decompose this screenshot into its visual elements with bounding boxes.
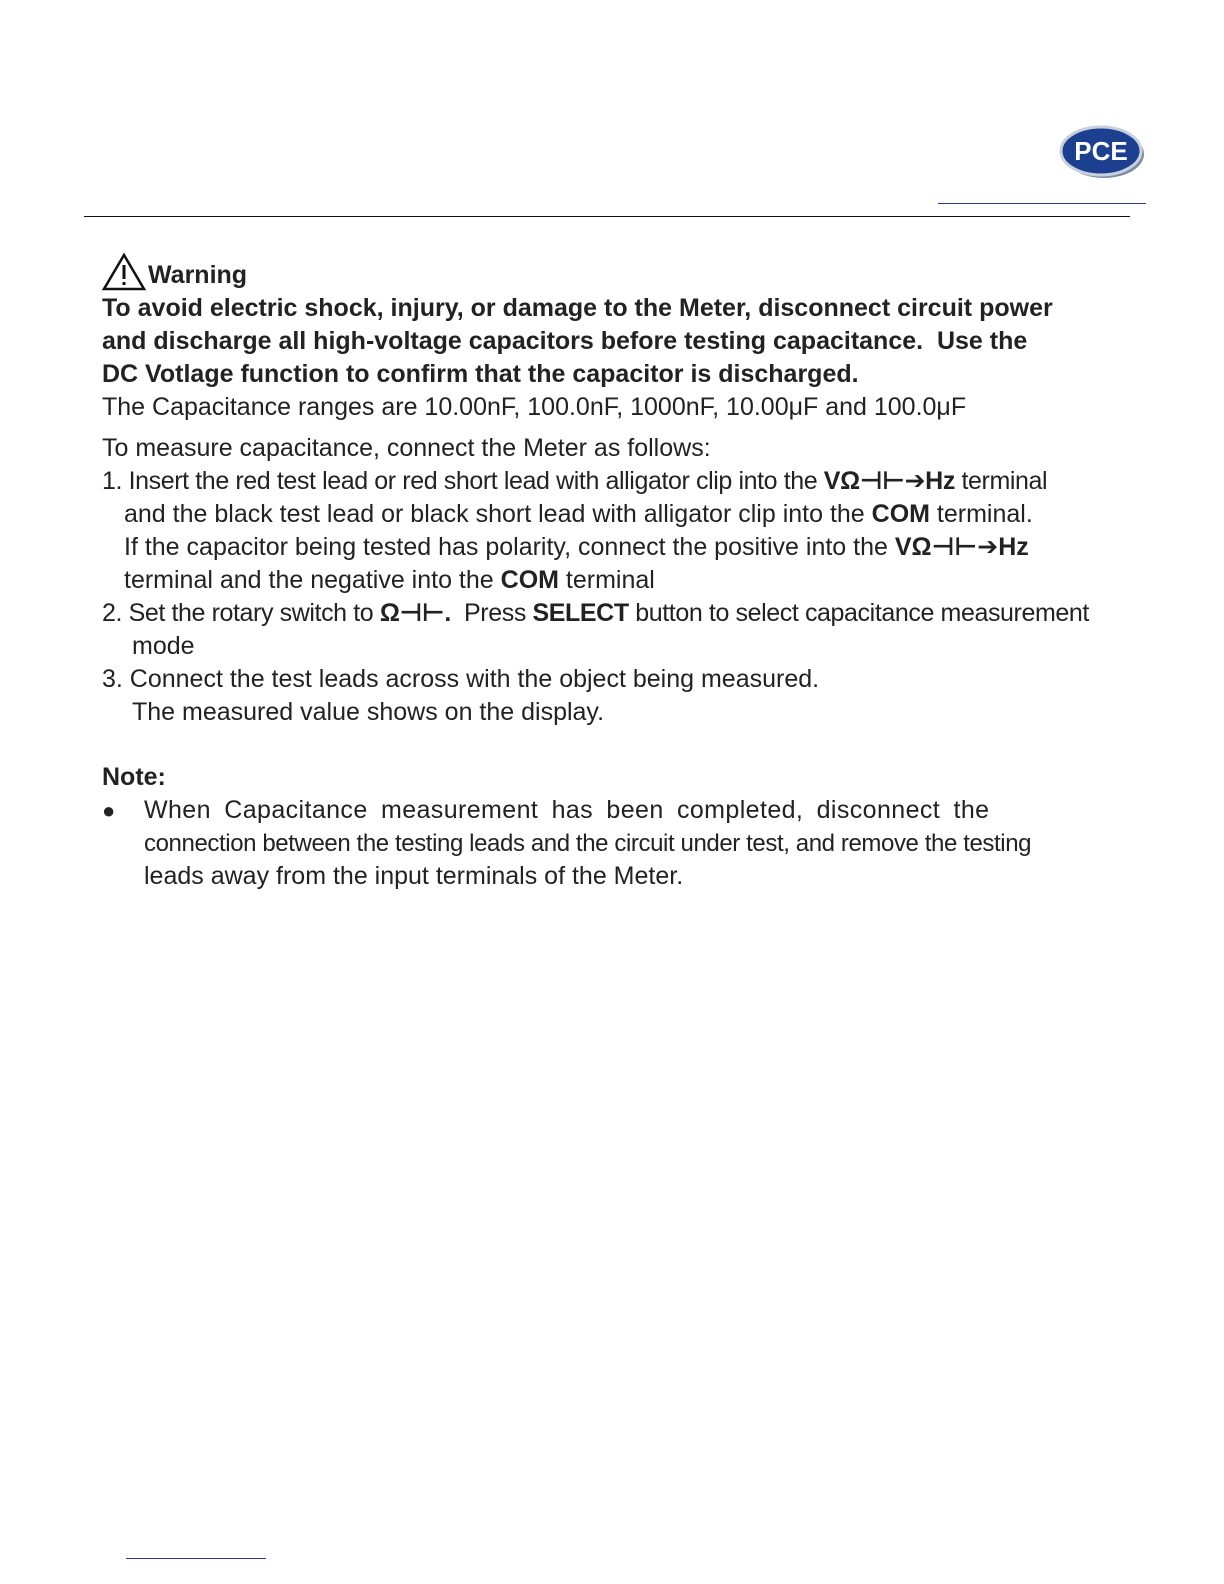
ranges-line: The Capacitance ranges are 10.00nF, 100.0nF, 1000nF, 10.00μF and 100.0μF <box>102 393 967 421</box>
note-line-1: When Capacitance measurement has been completed, disconnect the <box>144 796 990 824</box>
terminal-symbol: VΩ⊣⊢➔Hz <box>823 467 955 495</box>
step-1-line-2 <box>102 498 1132 531</box>
com-label-2: COM <box>500 566 559 594</box>
step-1-line-4-text: terminal and the negative into the <box>124 566 501 594</box>
pce-logo <box>1058 124 1146 180</box>
step-2-press: Press <box>450 599 533 627</box>
step-1-terminal-word: terminal <box>954 467 1048 495</box>
note-item <box>102 794 1132 827</box>
switch-symbol: Ω⊣⊢. <box>379 599 451 627</box>
bullet-icon: ● <box>102 798 116 823</box>
warning-line-1: To avoid electric shock, injury, or damage to the Meter, disconnect circuit power <box>102 294 1053 322</box>
warning-title: Warning <box>148 261 248 289</box>
note-heading: Note: <box>102 763 166 791</box>
warning-triangle-icon <box>102 252 146 292</box>
step-2-text: 2. Set the rotary switch to <box>102 599 380 627</box>
header-link-underline <box>938 203 1146 204</box>
step-1-line-3 <box>102 531 1132 564</box>
step-1-line-2-end: terminal. <box>929 500 1033 528</box>
step-1-line-2-text: and the black test lead or black short lead with alligator clip into the <box>124 500 872 528</box>
warning-line-2: and discharge all high-voltage capacitors before testing capacitance. Use the <box>102 327 1028 355</box>
step-2-end: button to select capacitance measurement <box>628 599 1089 627</box>
page-content <box>102 246 1132 893</box>
intro-line: To measure capacitance, connect the Meter as follows: <box>102 434 711 462</box>
footer-link-underline <box>126 1558 266 1559</box>
step-3-line-1: 3. Connect the test leads across with the object being measured. <box>102 665 820 693</box>
logo-text: PCE <box>1074 136 1128 166</box>
note-line-3: leads away from the input terminals of the Meter. <box>144 862 684 890</box>
step-1-line-4-end: terminal <box>558 566 655 594</box>
select-label: SELECT <box>532 599 629 627</box>
com-label: COM <box>871 500 930 528</box>
header-rule <box>84 216 1130 217</box>
note-line-2: connection between the testing leads and the circuit under test, and remove the testing <box>144 830 1032 857</box>
step-2-line-1 <box>102 597 1132 630</box>
step-1-text: 1. Insert the red test lead or red short lead with alligator clip into the <box>102 467 824 495</box>
step-1-line-3-text: If the capacitor being tested has polarity, connect the positive into the <box>124 533 895 561</box>
step-1-line-4 <box>102 564 1132 597</box>
terminal-symbol-2: VΩ⊣⊢➔Hz <box>894 533 1029 561</box>
step-1-line-1 <box>102 465 1132 498</box>
step-3-line-2: The measured value shows on the display. <box>132 698 605 726</box>
warning-line-3: DC Votlage function to confirm that the capacitor is discharged. <box>102 360 859 388</box>
warning-heading <box>102 246 1132 292</box>
step-2-line-2: mode <box>132 632 195 660</box>
